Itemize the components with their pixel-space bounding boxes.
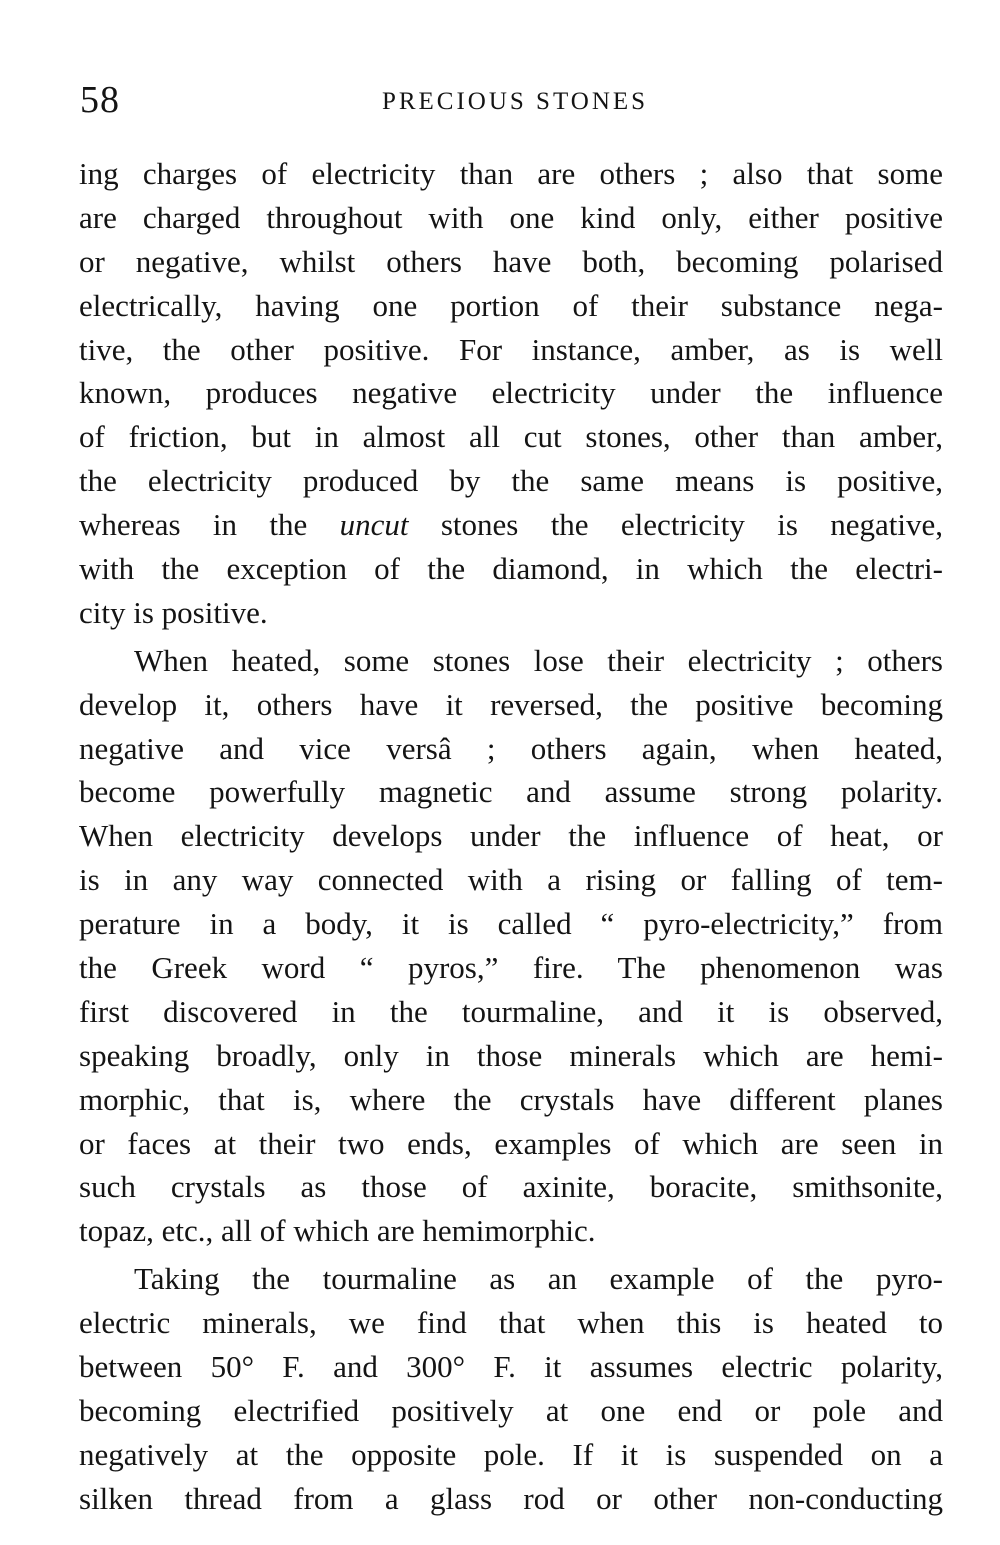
text-line: or faces at their two ends, examples of which are seen in <box>79 1125 943 1161</box>
text-line: When electricity develops under the influence of heat, or <box>79 818 943 854</box>
text-line: are charged throughout with one kind only, either positive <box>79 199 943 235</box>
text-line: become powerfully magnetic and assume strong polarity. <box>79 774 943 810</box>
text-line: city is positive. <box>79 594 268 630</box>
paragraph <box>79 1257 943 1520</box>
text-line: tive, the other positive. For instance, amber, as is well <box>79 331 943 367</box>
text-line: or negative, whilst others have both, becoming polarised <box>79 243 943 279</box>
text-line: known, produces negative electricity under the influence <box>79 375 943 411</box>
paragraph <box>79 639 943 1253</box>
text-line: becoming electrified positively at one end or pole and <box>79 1392 943 1428</box>
text-line: When heated, some stones lose their electricity ; others <box>134 642 943 678</box>
text-line: with the exception of the diamond, in which the electri- <box>79 551 943 587</box>
text-line: morphic, that is, where the crystals have different planes <box>79 1081 943 1117</box>
text-line: speaking broadly, only in those minerals which are hemi- <box>79 1037 943 1073</box>
text-line: develop it, others have it reversed, the positive becoming <box>79 686 943 722</box>
text-line: perature in a body, it is called “ pyro-electricity,” from <box>79 906 943 942</box>
text-line: the Greek word “ pyros,” fire. The phenomenon was <box>79 950 943 986</box>
page-number: 58 <box>80 79 120 121</box>
text-line: ing charges of electricity than are others ; also that some <box>79 156 943 191</box>
text-line: electric minerals, we find that when this is heated to <box>79 1305 943 1341</box>
text-line: topaz, etc., all of which are hemimorphic. <box>79 1213 596 1249</box>
text-line: first discovered in the tourmaline, and it is observed, <box>79 993 943 1029</box>
text-line: negative and vice versâ ; others again, when heated, <box>79 730 943 766</box>
text-line: the electricity produced by the same means is positive, <box>79 463 943 499</box>
text-line: silken thread from a glass rod or other non-conducting <box>79 1480 943 1516</box>
text-line: whereas in the uncut stones the electricity is negative, <box>79 507 943 543</box>
text-line: of friction, but in almost all cut stones, other than amber, <box>79 419 943 455</box>
text-line: between 50° F. and 300° F. it assumes electric polarity, <box>79 1349 943 1385</box>
body-text <box>79 152 943 1521</box>
text-line: negatively at the opposite pole. If it is suspended on a <box>79 1436 943 1472</box>
running-head-title: PRECIOUS STONES <box>381 88 649 115</box>
text-line: Taking the tourmaline as an example of the pyro- <box>134 1261 943 1297</box>
paragraph <box>79 152 943 635</box>
text-line: electrically, having one portion of their substance nega- <box>79 287 943 323</box>
text-line: is in any way connected with a rising or falling of tem- <box>79 862 943 898</box>
text-line: such crystals as those of axinite, boracite, smithsonite, <box>79 1169 943 1205</box>
